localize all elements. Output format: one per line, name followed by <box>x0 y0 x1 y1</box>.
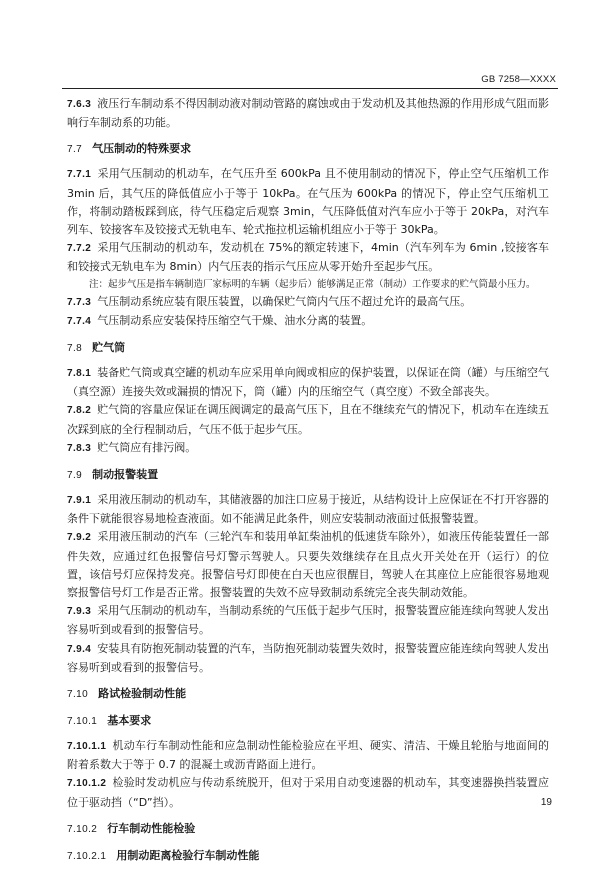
clause-number: 7.9.3 <box>67 606 92 618</box>
clause-paragraph <box>67 364 549 401</box>
section-number: 7.10.2 <box>67 823 98 835</box>
section-title: 制动报警装置 <box>92 468 159 482</box>
clause-text: 贮气筒应有排污阀。 <box>97 440 197 454</box>
clause-number: 7.9.1 <box>67 495 92 507</box>
section-heading <box>67 847 549 866</box>
note-text: 注：起步气压是指车辆制造厂家标明的车辆（起步后）能够满足正常（制动）工作要求的贮气筒最小压力。 <box>89 278 536 290</box>
clause-text: 液压行车制动系不得因制动液对制动管路的腐蚀或由于发动机及其他热源的作用形成气阻而影响行车制动系的功能。 <box>67 97 549 130</box>
clause-text: 采用液压制动的汽车（三轮汽车和装用单缸柴油机的低速货车除外），如液压传能装置任一部件失效，应通过红色报警信号灯警示驾驶人。只要失效继续存在且点火开关处在开（运行）的位置，该信号灯应保持发亮。报警信号灯即使在白天也应很醒目，驾驶人在其座位上应能很容易地观察报警信号灯工作是否正常。报警装置的失效不应导致制动系统完全丧失制动效能。 <box>67 530 549 600</box>
section-heading <box>67 140 549 159</box>
clause-text: 贮气筒的容量应保证在调压阀调定的最高气压下，且在不继续充气的情况下，机动车在连续五次踩到底的全行程制动后，气压不低于起步气压。 <box>67 403 549 436</box>
clause-paragraph <box>67 737 549 774</box>
section-title: 基本要求 <box>107 714 152 728</box>
clause-paragraph <box>67 640 549 677</box>
clause-paragraph <box>67 312 549 331</box>
section-number: 7.10.1 <box>67 716 98 728</box>
clause-text: 装备贮气筒或真空罐的机动车应采用单向阀或相应的保护装置，以保证在筒（罐）与压缩空气（真空源）连接失效或漏损的情况下，筒（罐）内的压缩空气（真空度）不致全部丧失。 <box>67 366 549 399</box>
clause-number: 7.7.3 <box>67 296 92 308</box>
clause-paragraph <box>67 602 549 639</box>
section-title: 贮气筒 <box>92 341 126 355</box>
clause-number: 7.7.4 <box>67 315 92 327</box>
clause-text: 气压制动系统应装有限压装置，以确保贮气筒内气压不超过允许的最高气压。 <box>97 294 472 308</box>
clause-number: 7.8.3 <box>67 442 92 454</box>
document-body <box>67 95 549 872</box>
clause-text: 采用液压制动的机动车，其储液器的加注口应易于接近，从结构设计上应保证在不打开容器的条件下就能很容易地检查液面。如不能满足此条件，则应安装制动液面过低报警装置。 <box>67 493 549 526</box>
clause-text: 检验时发动机应与传动系统脱开，但对于采用自动变速器的机动车，其变速器换挡装置应位于驱动挡（“D”挡）。 <box>67 776 549 809</box>
clause-number: 7.8.2 <box>67 405 92 417</box>
clause-paragraph <box>67 528 549 602</box>
section-title: 路试检验制动性能 <box>98 687 187 701</box>
section-heading <box>67 339 549 358</box>
section-heading <box>67 466 549 485</box>
section-title: 气压制动的特殊要求 <box>92 142 192 156</box>
clause-paragraph <box>67 774 549 811</box>
page-number: 19 <box>540 797 552 808</box>
header-rule <box>62 88 558 89</box>
clause-number: 7.8.1 <box>67 368 92 380</box>
section-number: 7.10.2.1 <box>67 850 107 862</box>
section-heading <box>67 712 549 731</box>
clause-text: 气压制动系应安装保持压缩空气干燥、油水分离的装置。 <box>97 313 373 327</box>
clause-number: 7.7.2 <box>67 243 92 255</box>
section-title: 行车制动性能检验 <box>107 821 196 835</box>
clause-text: 采用气压制动的机动车，发动机在 75%的额定转速下，4min（汽车列车为 6min ,铰接客车和铰接式无轨电车为 8min）内气压表的指示气压应从零开始升至起步气压。 <box>67 241 549 274</box>
clause-text: 安装具有防抱死制动装置的汽车，当防抱死制动装置失效时，报警装置应能连续向驾驶人发出容易听到或看到的报警信号。 <box>67 641 549 674</box>
clause-paragraph <box>67 439 549 458</box>
clause-number: 7.9.4 <box>67 643 92 655</box>
clause-paragraph <box>67 491 549 528</box>
clause-paragraph <box>67 293 549 312</box>
section-number: 7.7 <box>67 144 83 156</box>
clause-number: 7.7.1 <box>67 169 92 181</box>
clause-paragraph <box>67 165 549 239</box>
clause-paragraph <box>67 239 549 276</box>
section-heading <box>67 685 549 704</box>
clause-number: 7.6.3 <box>67 99 92 110</box>
clause-number: 7.10.1.2 <box>67 778 107 790</box>
clause-text: 采用气压制动的机动车，当制动系统的气压低于起步气压时，报警装置应能连续向驾驶人发出容易听到或看到的报警信号。 <box>67 604 549 637</box>
section-number: 7.9 <box>67 470 83 482</box>
clause-paragraph <box>67 95 549 132</box>
standard-code-header: GB 7258—XXXX <box>481 74 556 85</box>
section-number: 7.8 <box>67 343 83 355</box>
clause-text: 机动车行车制动性能和应急制动性能检验应在平坦、硬实、清洁、干燥且轮胎与地面间的附着系数大于等于 0.7 的混凝土或沥青路面上进行。 <box>67 739 549 772</box>
clause-paragraph <box>67 401 549 438</box>
section-number: 7.10 <box>67 689 89 701</box>
clause-number: 7.9.2 <box>67 532 92 544</box>
section-title: 用制动距离检验行车制动性能 <box>116 848 260 862</box>
clause-text: 采用气压制动的机动车，在气压升至 600kPa 且不使用制动的情况下，停止空气压缩机工作3min 后，其气压的降低值应小于等于 10kPa。在气压为 600kPa 的情况下，停止空气压缩机工作，将制动踏板踩到底，待气压稳定后观察 3min，气压降低值对汽车应小于等于 20kPa，对汽车列车、铰接客车及铰接式无轨电车、轮式拖拉机运输机组应小于等于 30kPa。 <box>67 167 549 237</box>
section-heading <box>67 820 549 839</box>
clause-number: 7.10.1.1 <box>67 741 107 753</box>
